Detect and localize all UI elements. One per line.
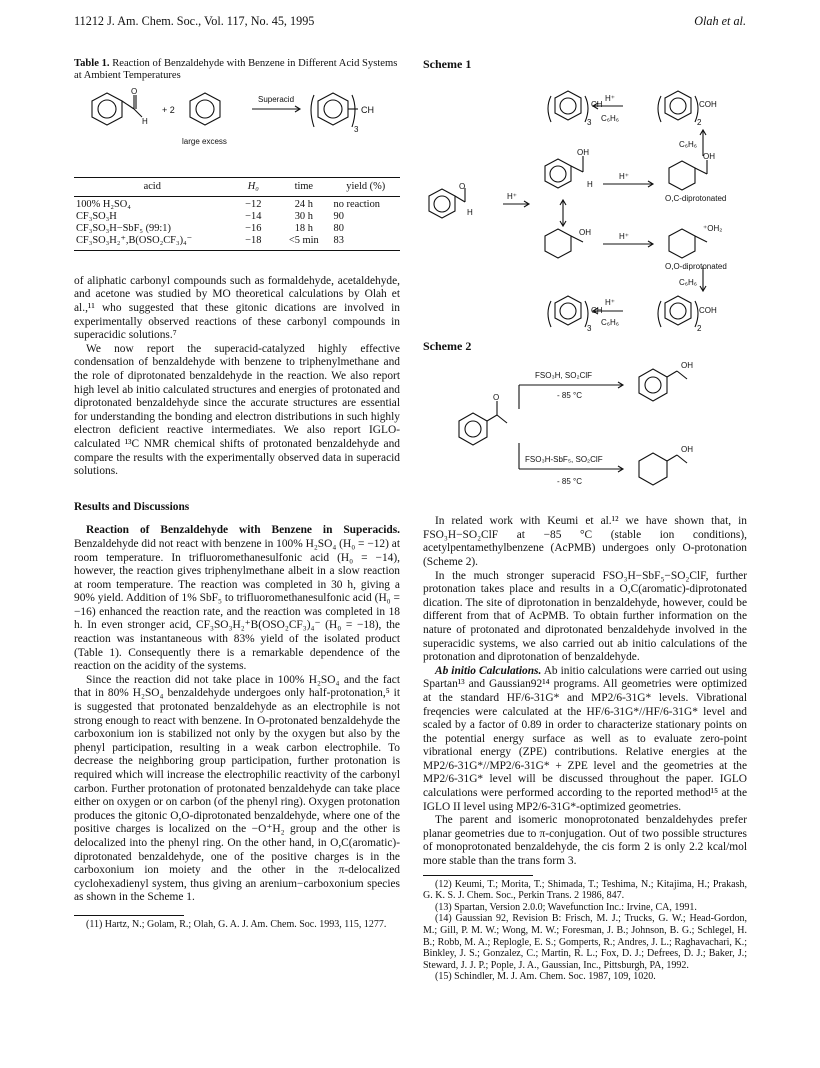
s1-ch-bottom: CH: [591, 305, 603, 315]
footnote-11: (11) Hartz, N.; Golam, R.; Olah, G. A. J. Am. Chem. Soc. 1993, 115, 1277.: [86, 918, 387, 930]
scheme-1: [423, 76, 747, 334]
table-caption: [74, 58, 400, 83]
product-ch-label: CH: [361, 104, 374, 115]
journal-citation: 11212 J. Am. Chem. Soc., Vol. 117, No. 45, 1995: [74, 14, 315, 28]
s2-o: O: [493, 393, 500, 403]
footnote-rule: [74, 915, 184, 916]
s1-ch-top: CH: [591, 99, 603, 109]
s1-oh-mid: OH: [577, 147, 589, 157]
product-ring: [318, 93, 348, 125]
scheme-2-title: Scheme 2: [423, 338, 472, 353]
right-paragraph-1: In related work with Keumi et al.¹² we have shown that, in FSO₃H−SO₂ClF at −85 °C (stable ion conditions), acetylpentamethylbenzene (AcPMB) undergoes only O-protonation (Scheme 2).: [423, 515, 747, 568]
s1-oh-right: OH: [703, 151, 715, 161]
cell-h0: −14: [245, 210, 262, 222]
right-paragraph-3: Ab initio calculations were carried out using Spartan¹³ and Gaussian92¹⁴ programs. All geometries were optimized at the standard HF/6-31G* and MP2/6-31G* levels. Vibrational freqencies were calculated at the HF/6-31G*//HF/6-31G* level and scaled by a factor of 0.89 in order to characterize stationary points on the potential energy surface as well as to evaluate zero-point vibrational energy (ZPE) contributions. Relative energies at the MP2/6-31G*//MP2/6-31G* + ZPE level and the geometries at the MP2/6-31G* level will be discussed throughout the paper. IGLO calculations were performed according to the reported method¹⁵ at the IGLO II level using MP2/6-31G*-optimized geometries.: [423, 664, 748, 813]
running-author: Olah et al.: [694, 14, 746, 28]
s2-bottom-temp: - 85 °C: [557, 477, 582, 487]
subsection-heading: Reaction of Benzaldehyde with Benzene in Superacids.: [86, 524, 400, 537]
table-caption-label: Table 1.: [74, 58, 110, 69]
footnote-13: (13) Spartan, Version 2.0.0; Wavefunction Inc.: Irvine, CA, 1991.: [435, 901, 697, 913]
s1-c6h6-bottom: C₆H₆: [601, 317, 620, 327]
table-row: [74, 223, 400, 235]
col-h0: H₀: [230, 177, 276, 196]
col-time: time: [276, 177, 331, 196]
cell-time: 30 h: [294, 210, 313, 222]
plus-two: + 2: [162, 104, 175, 115]
reaction-drawing: [74, 87, 400, 165]
s1-o-left: O: [459, 181, 466, 191]
s1-c6h6-top: C₆H₆: [601, 113, 620, 123]
s1-oc-label: O,C-diprotonated: [665, 193, 727, 203]
ab-initio-heading: Ab initio Calculations.: [435, 664, 542, 677]
s2-oh-bottom: OH: [681, 445, 693, 455]
scheme-2: [423, 357, 747, 497]
col-yield: yield (%): [332, 177, 400, 196]
benzene-ring: [190, 93, 220, 125]
col-acid: acid: [74, 177, 230, 196]
table-row: [74, 196, 400, 211]
cell-h0: −16: [245, 222, 262, 234]
reactant-o-label: O: [131, 86, 138, 96]
left-paragraph-2: We now report the superacid-catalyzed highly effective condensation of benzaldehyde with benzene to triphenylmethane and the role of diprotonated benzaldehyde in the reaction. We also report high level ab initio calculated structures and energies of protonated and diprotonated benzaldehyde since the accurate structures are essential for understanding the bonding and electron distributions in such highly electron deficient reactive intermediates. We also report IGLO-calculated ¹³C NMR chemical shifts of protonated benzaldehyde and compare the results with the experimentally observed data in superacid solutions.: [74, 342, 400, 478]
cell-yield: 80: [333, 222, 344, 234]
s1-h-mid: H: [587, 179, 593, 189]
page-header: [74, 14, 746, 30]
superacid-label: Superacid: [258, 94, 295, 104]
s1-hplus-left: H⁺: [507, 191, 517, 201]
benzaldehyde-ring: [92, 93, 122, 125]
s1-oo-label: O,O-diprotonated: [665, 261, 727, 271]
cell-acid: CF₃SO₃H: [76, 210, 117, 222]
reactant-h-label: H: [142, 116, 148, 126]
right-column: [423, 58, 747, 983]
s1-ch-sub-bottom: 3: [587, 323, 592, 333]
cell-acid: CF₃SO₃H−SbF₅ (99:1): [76, 222, 171, 234]
cell-yield: 90: [333, 210, 344, 222]
s1-h-left: H: [467, 207, 473, 217]
s2-top-temp: - 85 °C: [557, 391, 582, 401]
product-sub-label: 3: [354, 124, 359, 134]
s1-coh-sub-top: 2: [697, 117, 702, 127]
footnote-14: (14) Gaussian 92, Revision B: Frisch, M. J.; Trucks, G. W.; Head-Gordon, M.; Gill, P. M. W.; Wong, M. W.; Foresman, J. B.; Johnson, B. G.; Schlegel, H. B.; Robb, M. A.; Replogle, E. S.; Gomperts, R.; Andres, J. L.; Raghavachari, K.; Binkley, J. S.; Gonzalez, C.; Martin, R. L.; Fox, D. J.; Defrees, D. J.; Baker, J.; Steward, J. J. P.; Pople, J. A., Gaussian, Inc., Pittsburgh, PA, 1992.: [423, 913, 747, 971]
left-paragraph-1: of aliphatic carbonyl compounds such as formaldehyde, acetaldehyde, and acetone was studied by MO theoretical calculations by Olah et al.,¹¹ who suggested that these gitonic dications are involved in experimentally observed reactions of these carbonyl compounds in superacidic solutions.⁷: [74, 274, 400, 342]
cell-yield: 83: [332, 235, 400, 251]
cell-yield: no reaction: [333, 198, 380, 210]
footnote-12: (12) Keumi, T.; Morita, T.; Shimada, T.; Teshima, N.; Kitajima, H.; Prakash, G. K. S. J. Chem. Soc., Perkin Trans. 2 1986, 847.: [423, 878, 747, 902]
reaction-scheme: [74, 87, 400, 165]
cell-h0: −18: [230, 235, 276, 251]
s1-hplus-top: H⁺: [605, 93, 615, 103]
left-column: [74, 58, 400, 931]
cell-time: 18 h: [294, 222, 313, 234]
footnote-rule-right: [423, 875, 533, 876]
large-excess-label: large excess: [182, 136, 227, 146]
s1-coh-bottom: COH: [699, 305, 717, 315]
right-paragraph-2: In the much stronger superacid FSO₃H−SbF₅−SO₂ClF, further protonation takes place and results in a O,C(aromatic)-diprotonated dication. The site of diprotonation in benzaldehyde, however, could be different from that of AcPMB. To obtain further information on the nature of protonated and diprotonated benzaldehyde involved in the superacidic systems, we also carried out ab initio calculations of the protonation and diprotonation of benzaldehyde.: [423, 569, 747, 664]
cell-time: 24 h: [294, 198, 313, 210]
s1-ch-sub-top: 3: [587, 117, 592, 127]
cell-h0: −12: [245, 198, 262, 210]
left-paragraph-4: Since the reaction did not take place in 100% H₂SO₄ and the fact that in 80% H₂SO₄ benzaldehyde undergoes only half-protonation,⁵ it is suggested that protonated benzaldehyde as an electrophile is not strong enough to react with benzene. In O-protonated benzaldehyde the carboxonium ion is stabilized not only by the oxygen but also by the phenyl participation, resulting in a weak carbon electrophile. To decrease the neighboring group participation, further protonation is required which will increase the electrophilic reactivity of the carbonyl carbon. Further protonation of protonated benzaldehyde can take place either on oxygen or on carbon (of the phenyl ring). Oxygen protonation produces the gitonic O,O-diprotonated benzaldehyde, where one of the positive charges is localized on the −O⁺H₂ group and the other is delocalized into the phenyl ring. On the other hand, in O,C(aromatic)-diprotonated benzaldehyde, one of the positive charges is in the carboxonium ion moiety and the other in the π-delocalized cyclohexadienyl system, thus giving an arenium−carboxonium species as shown in the Scheme 1.: [74, 673, 400, 904]
s2-bottom-reagent: FSO₃H-SbF₅, SO₂ClF: [525, 455, 603, 465]
right-paragraph-4: The parent and isomeric monoprotonated benzaldehydes prefer planar geometries due to π-conjugation. Out of two possible structures of monoprotonated benzaldehyde, the cis form 2 is only 2.2 kcal/mol more stable than the trans form 3.: [423, 814, 747, 868]
scheme-1-title: Scheme 1: [423, 57, 472, 71]
cell-acid: CF₃SO₃H₂⁺,B(OSO₂CF₃)₄⁻: [74, 235, 230, 251]
s1-hplus-bottom: H⁺: [605, 297, 615, 307]
cell-time: <5 min: [276, 235, 331, 251]
table-caption-text: Reaction of Benzaldehyde with Benzene in Different Acid Systems at Ambient Temperatures: [74, 58, 398, 82]
s1-hplus-mid: H⁺: [619, 171, 629, 181]
s1-c6h6-right: C₆H₆: [679, 139, 698, 149]
s1-c6h6-lower: C₆H₆: [679, 277, 698, 287]
table-1: [74, 177, 400, 251]
table-row: [74, 211, 400, 223]
s2-top-reagent: FSO₃H, SO₂ClF: [535, 371, 593, 381]
left-paragraph-3: Benzaldehyde did not react with benzene in 100% H₂SO₄ (H₀ = −12) at room temperature. In trifluoromethanesulfonic acid (H₀ = −14), however, the reaction gives triphenylmethane albeit in a slow reaction at room temperature. The reaction was completed in 30 h, giving a 90% yield. Addition of 1% SbF₅ to trifluoromethanesulfonic acid (H₀ = −16) enhanced the reaction rate, and the reaction was completed in 18 h. In even stronger acid, CF₃SO₃H₂⁺B(OSO₂CF₃)₄⁻ (H₀ = −18), the reaction was instantaneous with 83% yield of the isolated product (Table 1). Consequently there is a remarkable dependence of the reaction on the acidity of the systems.: [74, 537, 400, 673]
s1-coh-top: COH: [699, 99, 717, 109]
s2-oh-top: OH: [681, 361, 693, 371]
table-header-row: [74, 177, 400, 196]
section-heading: Results and Discussions: [74, 500, 190, 513]
footnote-15: (15) Schindler, M. J. Am. Chem. Soc. 1987, 109, 1020.: [435, 971, 656, 983]
s1-oh-lower: OH: [579, 227, 591, 237]
s1-hplus-lower: H⁺: [619, 231, 629, 241]
s1-oh2: ⁺OH₂: [703, 223, 723, 233]
s1-coh-sub-bottom: 2: [697, 323, 702, 333]
cell-acid: 100% H₂SO₄: [76, 198, 131, 210]
table-row: [74, 235, 400, 251]
